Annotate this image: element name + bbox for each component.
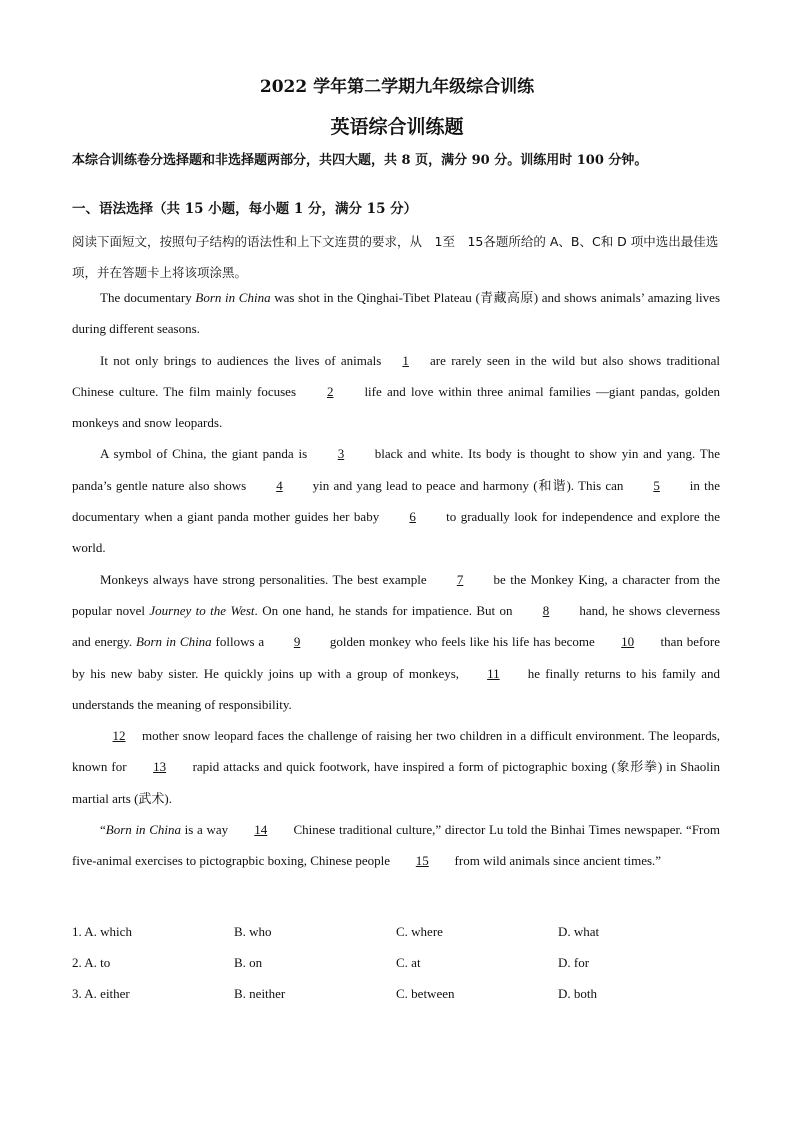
section-title: 一、语法选择（共 15 小题，每小题 1 分，满分 15 分） — [72, 201, 418, 217]
option-b[interactable]: B. who — [234, 923, 272, 939]
option-a[interactable]: 3. A. either — [72, 985, 130, 1001]
option-d[interactable]: D. for — [558, 954, 590, 970]
blank-1: 1 — [402, 352, 409, 368]
option-c[interactable]: C. where — [396, 923, 443, 939]
question-2-options — [72, 947, 722, 978]
blank-4: 4 — [276, 477, 283, 493]
paragraph-5: 12 mother snow leopard faces the challenge of raising her two children in a difficult environment. The leopards, known for 13 rapid attacks and quick footwork, have inspired a form of pictographic boxing (象形拳) in Shaolin martial arts (武术). — [72, 720, 720, 814]
blank-15: 15 — [415, 853, 429, 869]
option-b[interactable]: B. on — [234, 954, 263, 970]
film-title: Born in China — [195, 290, 271, 305]
instructions: 阅读下面短文，按照句子结构的语法性和上下文连贯的要求，从 1至 15各题所给的 A、B、C和 D 项中选出最佳选项，并在答题卡上将该项涂黑。 — [72, 234, 719, 280]
film-title: Born in China — [136, 634, 212, 650]
blank-14: 14 — [254, 822, 268, 838]
blank-11: 11 — [487, 665, 500, 681]
blank-3: 3 — [337, 446, 345, 462]
option-c[interactable]: C. between — [396, 985, 455, 1001]
blank-5: 5 — [653, 477, 660, 493]
exam-subtitle: 英语综合训练题 — [330, 116, 464, 138]
paragraph-1: The documentary Born in China was shot in the Qinghai-Tibet Plateau (青藏高原) and shows animals’ amazing lives during different seasons. — [72, 290, 720, 337]
option-d[interactable]: D. what — [558, 923, 600, 939]
paragraph-6: “Born in China is a way 14 Chinese traditional culture,” director Lu told the Binhai Times newspaper. “From five-animal exercises to pictograpbic boxing, Chinese people 15 from wild animals since ancient times.” — [72, 814, 720, 877]
option-b[interactable]: B. neither — [234, 985, 286, 1001]
option-d[interactable]: D. both — [558, 985, 597, 1001]
novel-title: Journey to the West — [149, 602, 255, 618]
blank-9: 9 — [293, 634, 301, 650]
blank-13: 13 — [153, 759, 167, 775]
intro-note: 本综合训练卷分选择题和非选择题两部分，共四大题，共 8 页，满分 90 分。训练用时 100 分钟。 — [72, 153, 648, 168]
option-a[interactable]: 1. A. which — [72, 923, 132, 939]
option-c[interactable]: C. at — [396, 954, 421, 970]
paragraph-3: A symbol of China, the giant panda is 3 black and white. Its body is thought to show yin and yang. The panda’s gentle nature also shows 4 yin and yang lead to peace and harmony (和谐). This can 5 in the documentary when a giant panda mother guides her baby 6 to gradually look for independence and explore the world. — [72, 438, 720, 563]
answer-options — [72, 916, 722, 1009]
option-a[interactable]: 2. A. to — [72, 954, 111, 970]
question-3-options — [72, 978, 722, 1009]
film-title: Born in China — [105, 822, 182, 838]
question-1-options — [72, 916, 722, 947]
paragraph-4: Monkeys always have strong personalities. The best example 7 be the Monkey King, a character from the popular novel Journey to the West. On one hand, he stands for impatience. But on 8 hand, he shows cleverness and energy. Born in China follows a 9 golden monkey who feels like his life has become 10 than before by his new baby sister. He quickly joins up with a group of monkeys, 11 he finally returns to his family and understands the meaning of responsibility. — [72, 564, 720, 720]
exam-title: 2022 学年第二学期九年级综合训练 — [259, 77, 535, 97]
blank-10: 10 — [621, 634, 635, 650]
paragraph-2: It not only brings to audiences the lives of animals 1 are rarely seen in the wild but also shows traditional Chinese culture. The film mainly focuses 2 life and love within three animal families —giant pandas, golden monkeys and snow leopards. — [72, 345, 720, 439]
blank-8: 8 — [542, 602, 550, 618]
blank-2: 2 — [326, 383, 334, 399]
reading-passage — [72, 282, 720, 877]
blank-12: 12 — [112, 728, 126, 744]
blank-7: 7 — [456, 571, 464, 587]
blank-6: 6 — [409, 509, 416, 525]
